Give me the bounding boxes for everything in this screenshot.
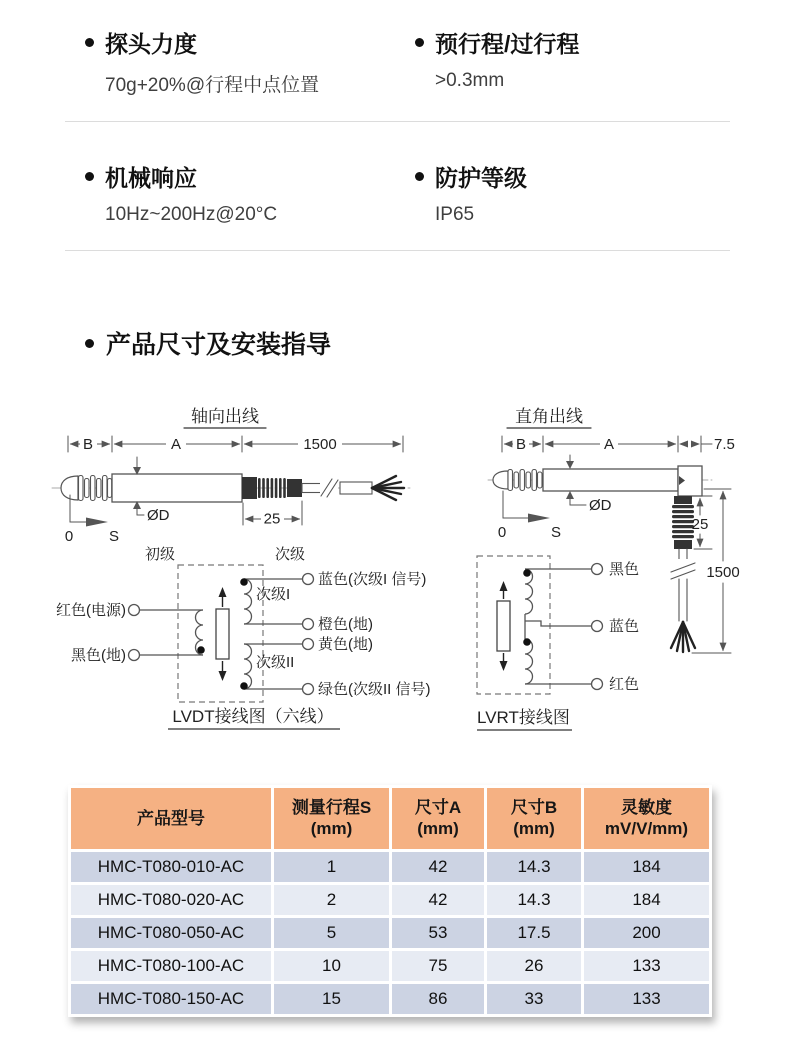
bullet-icon — [85, 38, 94, 47]
header-line: (mm) — [513, 819, 555, 839]
cell-sensitivity: 133 — [584, 984, 709, 1014]
axial-dimensions — [68, 435, 403, 452]
cell-dim-b: 26 — [487, 951, 581, 981]
wire-green-label: 绿色(次级II 信号) — [318, 681, 431, 698]
lvdt-wiring-diagram — [56, 546, 431, 729]
cell-stroke: 10 — [274, 951, 389, 981]
sensor-body — [112, 474, 242, 502]
stroke-label: S — [108, 528, 120, 545]
dim-cable-label: 1500 — [706, 564, 740, 581]
spec-list — [0, 0, 790, 289]
cell-dim-a: 42 — [392, 885, 484, 915]
cell-model: HMC-T080-050-AC — [71, 918, 271, 948]
wire-yellow-label: 黄色(地) — [318, 636, 373, 653]
spec-title — [415, 26, 730, 59]
cell-sensitivity: 200 — [584, 918, 709, 948]
dim-gland-label: 25 — [263, 510, 281, 528]
spec-label: 预行程/过行程 — [435, 31, 580, 57]
header-line: 尺寸B — [510, 798, 558, 817]
header-line: 灵敏度 — [621, 798, 672, 817]
dim-d-label: ØD — [147, 507, 170, 524]
divider — [65, 121, 730, 122]
wire-orange-label: 橙色(地) — [318, 616, 373, 633]
stroke-label: S — [550, 524, 562, 541]
probe-tip — [493, 471, 508, 489]
section-title: 产品尺寸及安装指导 — [106, 331, 332, 359]
spec-value: >0.3mm — [435, 70, 505, 91]
cell-dim-b: 14.3 — [487, 852, 581, 882]
cell-stroke: 2 — [274, 885, 389, 915]
wire-red-label: 红色(电源) — [56, 602, 126, 619]
secondary-label: 次级 — [274, 546, 306, 563]
spec-value: 10Hz~200Hz@20°C — [105, 204, 278, 225]
spec-label: 机械响应 — [105, 165, 197, 191]
col-header-stroke — [274, 788, 389, 849]
axial-title: 轴向出线 — [191, 407, 259, 426]
primary-coil — [129, 605, 205, 661]
wire-blue-label: 蓝色(次级I 信号) — [318, 571, 427, 588]
sensor-body — [543, 469, 678, 491]
cell-sensitivity: 133 — [584, 951, 709, 981]
frayed-wires — [671, 622, 695, 652]
wire-blue-label: 蓝色 — [609, 618, 640, 635]
spec-title — [415, 160, 730, 193]
col-header-model — [71, 788, 271, 849]
core — [497, 581, 510, 671]
cell-model: HMC-T080-010-AC — [71, 852, 271, 882]
frayed-wires — [372, 476, 404, 500]
section-header — [85, 325, 790, 361]
installation-diagrams — [0, 391, 790, 761]
col-header-sensitivity — [584, 788, 709, 849]
probe-threads — [79, 476, 112, 501]
origin-label: 0 — [64, 528, 74, 545]
cell-model: HMC-T080-020-AC — [71, 885, 271, 915]
bullet-icon — [415, 38, 424, 47]
wire-black-label: 黑色 — [609, 561, 640, 578]
product-spec-table — [68, 785, 712, 1017]
dim-b-label: B — [515, 436, 527, 453]
right-angle-diagram — [488, 407, 740, 653]
spec-title — [85, 26, 415, 59]
spec-item-probe-force — [85, 26, 415, 97]
cell-model: HMC-T080-100-AC — [71, 951, 271, 981]
bullet-icon — [85, 172, 94, 181]
table-row — [71, 852, 709, 882]
cable-segment — [302, 484, 322, 493]
phase-dot — [197, 646, 205, 654]
cell-dim-a: 53 — [392, 918, 484, 948]
sec2-label: 次级II — [256, 654, 295, 671]
cable-collar — [674, 540, 692, 549]
wire-black-label: 黑色(地) — [71, 647, 126, 664]
dim-b-label: B — [82, 436, 94, 453]
sec1-label: 次级I — [256, 586, 291, 603]
cell-dim-b: 17.5 — [487, 918, 581, 948]
spec-value: IP65 — [435, 204, 475, 225]
cell-model: HMC-T080-150-AC — [71, 984, 271, 1014]
table-header-row — [71, 788, 709, 849]
cable-gland — [242, 477, 257, 499]
header-line: mV/V/mm) — [604, 819, 689, 839]
table-row — [71, 951, 709, 981]
dim-gland-label: 25 — [691, 516, 709, 533]
cell-stroke: 5 — [274, 918, 389, 948]
lvrt-coil — [523, 564, 602, 690]
cell-dim-a: 75 — [392, 951, 484, 981]
spec-item-pretravel — [415, 26, 730, 97]
table-row — [71, 885, 709, 915]
dim-tail-label: 7.5 — [714, 436, 735, 453]
spec-item-mech-response — [85, 160, 415, 226]
cable-end — [340, 482, 372, 494]
spec-title — [85, 160, 415, 193]
cable-collar — [287, 479, 302, 497]
wire-red-label: 红色 — [609, 676, 640, 693]
header-line: 尺寸A — [414, 798, 462, 817]
cell-sensitivity: 184 — [584, 885, 709, 915]
header-line: (mm) — [310, 819, 353, 839]
cell-dim-a: 42 — [392, 852, 484, 882]
phase-dot — [523, 569, 531, 577]
dim-cable-label: 1500 — [303, 436, 337, 453]
core — [216, 587, 229, 681]
right-angle-title: 直角出线 — [515, 407, 583, 426]
spec-label: 探头力度 — [105, 31, 197, 57]
dim-d-label: ØD — [589, 497, 612, 514]
lvrt-caption: LVRT接线图 — [477, 708, 570, 727]
dim-a-label: A — [170, 436, 182, 453]
cell-stroke: 1 — [274, 852, 389, 882]
bullet-icon — [415, 172, 424, 181]
axial-diagram — [52, 407, 412, 545]
spec-item-protection — [415, 160, 730, 226]
primary-label: 初级 — [144, 546, 176, 563]
cell-dim-b: 33 — [487, 984, 581, 1014]
spec-value: 70g+20%@行程中点位置 — [105, 75, 320, 96]
col-header-dim-b — [487, 788, 581, 849]
bullet-icon — [85, 339, 94, 348]
col-header-dim-a — [392, 788, 484, 849]
header-line: (mm) — [417, 819, 459, 839]
origin-label: 0 — [497, 524, 507, 541]
transformer-box — [477, 556, 550, 694]
lvdt-caption: LVDT接线图（六线） — [172, 707, 334, 726]
table-row — [71, 918, 709, 948]
header-line: 测量行程S — [291, 798, 372, 817]
cell-dim-a: 86 — [392, 984, 484, 1014]
right-angle-origin-marker — [503, 491, 550, 523]
lvrt-wiring-diagram — [477, 556, 639, 730]
cable-gland — [674, 496, 692, 504]
spec-label: 防护等级 — [435, 165, 527, 191]
table-row — [71, 984, 709, 1014]
phase-dot — [240, 682, 248, 690]
dim-a-label: A — [603, 436, 615, 453]
header-line: 产品型号 — [137, 808, 205, 828]
cell-dim-b: 14.3 — [487, 885, 581, 915]
cell-stroke: 15 — [274, 984, 389, 1014]
divider — [65, 250, 730, 251]
phase-dot — [240, 578, 248, 586]
cell-sensitivity: 184 — [584, 852, 709, 882]
axial-sensor-drawing — [52, 474, 412, 502]
phase-dot — [523, 638, 531, 646]
